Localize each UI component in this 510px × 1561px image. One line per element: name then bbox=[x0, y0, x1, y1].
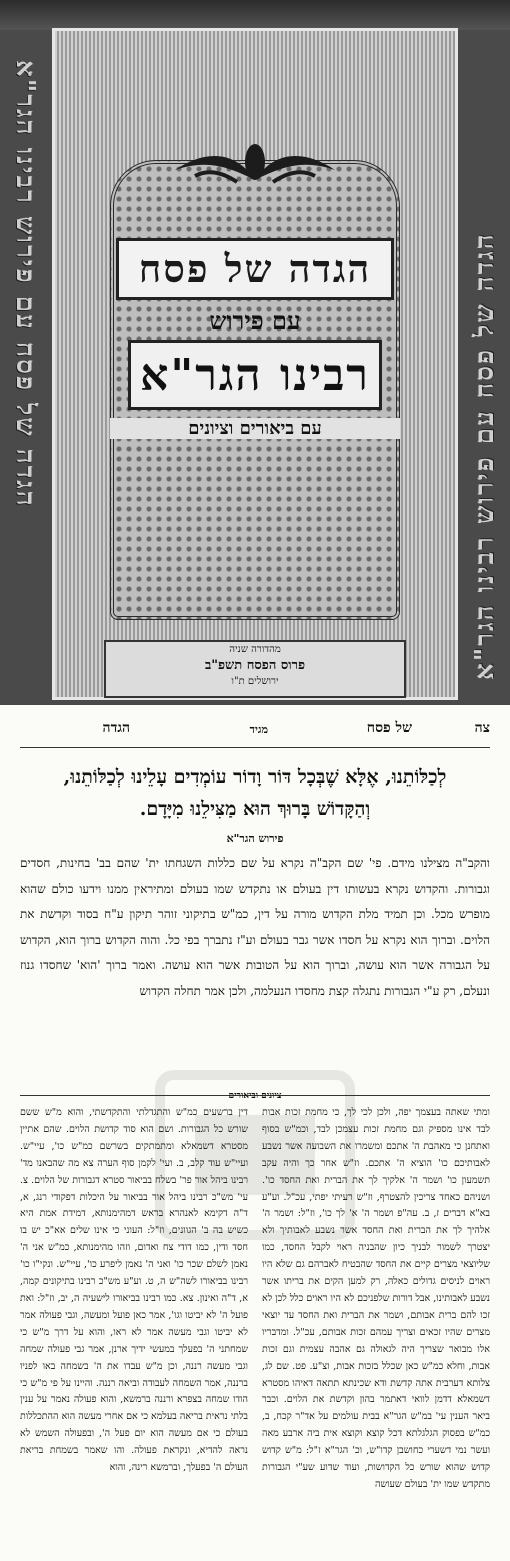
haggadah-main-text bbox=[20, 761, 490, 825]
book-cover bbox=[0, 0, 510, 705]
main-text-line-2: וְהַקָּדוֹשׁ בָּרוּךְ הוּא מַצִּילֵנוּ מִיָּדָם. bbox=[139, 798, 371, 820]
notes-left-text: דין ברשעים כמ"ש והתגדלתי והתקדשתי, והוא מ"ש ששם שורש כל הגבורות. ושם הוא סוד קדושת הלוים. שהם אתיין מסטרא דשמאלא ומתמתקים בשרשם כמ"ש כו', עיי"ש. ועיי"ש עוד קלב, ב. ועי' לקמן סוף הערה צא מה שהבאנו מד' רבינו ביהל אור פר' בשלח בביאור סטרא דגבורות של הלוים. צ. עי' מש"כ רבינו ביהל אור בביאור על היכלות דפקודי רנג, א, ד"ה דקימא לאנהרא בראש דמהימנותא, דמידת אמת היא כשיש בה ב' הגוונים, וז"ל: העוני כי אינו שלים אא"כ יש בו חסד ודין, כמו דודי צח ואדום, וזהו מהימנותא, כמ"ש אני ה' נאמן לשלם שכר כו' ואני ה' נאמן ליפרע כו', עיי"ש. ונקי"ו כו' רבינו בביאורו לשה"ש ה, ט. וע"ע מש"כ רבינו בתיקונים קמה, א, ד"ה ואינון. צא. כמו רבינו בביאורו לישעיה ה, יב, וז"ל: ואת פועל ה' לא יביטו וגו', אמר כאן פועל ומעשה, וגבי פעולה אמר לא יביטו וגבי מעשה אמר לא ראו, והוא על דרך מ"ש כי שמחתני ה' בפעלך במעשי ידיך ארנן, אמר גבי פעולה שמחה וגבי מעשה רננה, וכן מ"ש עבדו את ה' בשמחה באו לפניו ברננה, אמר השמחה לעבודה וביאה רננה. והיינו על פי מ"ש כי הודו שמחה בצפרא ורננה ברמשא, והוא פעולה נאמר על ענין בלתי נראית בריאה בעלמא כי אם אחרי מעשה הוא ההתכללות בעולם כי אם מעשה הוא יום פעל ה', ובפעולה השמש לא נראה להדיא, ונקראת פעולה. והו שאמר בשמחת בריאת העולם ה' בפעלך, וברמשא רינה, והוא bbox=[20, 1107, 248, 1474]
page-number: צה bbox=[474, 720, 490, 736]
edition-line-2: פרוס הפסח תשפ"ב bbox=[204, 658, 306, 673]
cover-main-title-band bbox=[128, 340, 382, 410]
book-page bbox=[0, 705, 510, 1561]
header-pesach: של פסח bbox=[366, 720, 412, 736]
notes-title: ציונים וביאורים bbox=[228, 1091, 282, 1101]
main-text-line-1: לְכַלּוֹתֵנוּ, אֶלָּא שֶׁבְּכָל דּוֹר וָדוֹר עוֹמְדִים עָלֵינוּ לְכַלּוֹתֵנוּ, bbox=[63, 766, 447, 788]
cover-binding-edge bbox=[0, 0, 510, 30]
commentary-text: והקב"ה מצילנו מידם. פי' שם הקב"ה נקרא על שם כללות השגחתו ית' שהם בב' בחינות, חסדים וגבורות. והקדוש נקרא בעשותו דין בעולם או נתקדש שמו בעולם ומתיראין ממנו וידעו כולם שהוא מופרש מכל. וכן תמיד מלת הקדוש מורה על דין, כמ"ש בתיקוני זוהר תיקון ע"ח בסוד וקדשת את הלוים. וברוך הוא נקרא על חסדו אשר גבר בעולם וע"ז נתברך בפי כל. והוה הקדוש ברוך הוא, הקדוש על הגבורה אשר הוא עושה, וברוך הוא על הטובות אשר הוא עושה. ואמר ברוך 'הוא' שחסדו גנוז ונעלם, רק ע"י הגבורות נתגלה קצת מחסדו הנעלמה, ולכן אמר תחלה הקדוש bbox=[20, 856, 490, 998]
edition-line-3: ירושלים ת"ו bbox=[231, 676, 279, 687]
notes-column-left bbox=[20, 1105, 248, 1477]
cover-side-text-left: הגדה של פסח עם פירוש רבינו הגר"א bbox=[10, 60, 40, 508]
header-rule bbox=[20, 747, 490, 748]
cover-title: הגדה של פסח bbox=[138, 246, 372, 291]
commentary-title: פירוש הגר"א bbox=[226, 832, 284, 845]
page-header bbox=[20, 720, 490, 746]
header-haggadah: הגדה bbox=[102, 720, 130, 736]
cover-title-band bbox=[116, 238, 394, 300]
cover-edition-box bbox=[104, 640, 406, 698]
edition-line-1: מהדורה שניה bbox=[229, 644, 281, 655]
cover-sub-subtitle: עם ביאורים וציונים bbox=[110, 418, 400, 439]
cover-subtitle: עם פירוש bbox=[209, 306, 301, 335]
notes-column-right bbox=[262, 1105, 490, 1494]
leaf-ornament-icon bbox=[165, 140, 345, 186]
cover-main-title: רבינו הגר"א bbox=[140, 349, 370, 401]
cover-side-text-right: הגדה של פסח עם פירוש רבינו הגר"א bbox=[470, 232, 500, 680]
notes-right-text: ומתי שאתה בעצמך יפה, ולכן לכי לך, כי מחמת זכות אבות לבד אינו מספיק וגם מחמת זכות עצמכן לבד, וכמ"ש בסוף ואתחנן כי מאהבת ה' אתכם ומשמרו את השבועה אשר נשבע לאבותיכם כו' הוציא ה' אתכם. וז"ש אחר כך והיה עקב תשמעון כו' ושמר ה' אלקיך לך את הברית ואת החסד כו'. ושניהם כאחד צריכין להצטרף, וז"ש רעיתי יפתי, עכ"ל. וע"ע בא"א דברים ז, ב. עה"פ ושמר ה' א' לך כו', וז"ל: ושמר ה' אלהיך לך את הברית ואת החסד אשר נשבע לאבותיך ולא יצטרך לשמור לבניך כיון שהבניה ראוי לקבל החסד, כמו שליוצאי מצרים קיים את החסד שהבטיח לאברהם גם שלא היו ראוים לניסים גדולים כאלה, רק למען הקים את בריתו אשר נשבע לאבותינו, אבל דורות שלפניכם לא היו ראוים כלל לכן לא זכו להם ברית אבותם, ושמר את הברית ואת החסד עד יוצאי מצרים שהיו זכאים וצריך עמהם זכות אבותם, עכ"ל. ומדבריו אלו מבואר שצריך היה לגאולה גם אהבה עצמית וגם זכות אבות, וחלא כמ"ש כאן שכלל בזכות אבות, וצ"ע. פט. שם לג, צלותא דערבית אתה קדשת ודא שכינתא תתאה דאיהו מסטרא דשמאלא דדמן לוואי דאתמר בהון וקדשת את הלוים. וכבר ביאר הענין עי' במ"ש הגר"א בבית עולמים על אד"ר קכח, ב, כמ"ש בפסוק הגלגלתא דכל קוצא וקוצא אית ביה ארבע מאה ועשר נמי דשערי כחושבן קדו"ש, וכ' הגר"א ז"ל: מ"ש קדוש קדוש שהוא שורש כל הקדושות, ועוד שדוע שע"י הגבורות מתקדש שמו ית' בעולם שעושה bbox=[262, 1107, 490, 1490]
header-magid: מגיד bbox=[249, 723, 268, 736]
